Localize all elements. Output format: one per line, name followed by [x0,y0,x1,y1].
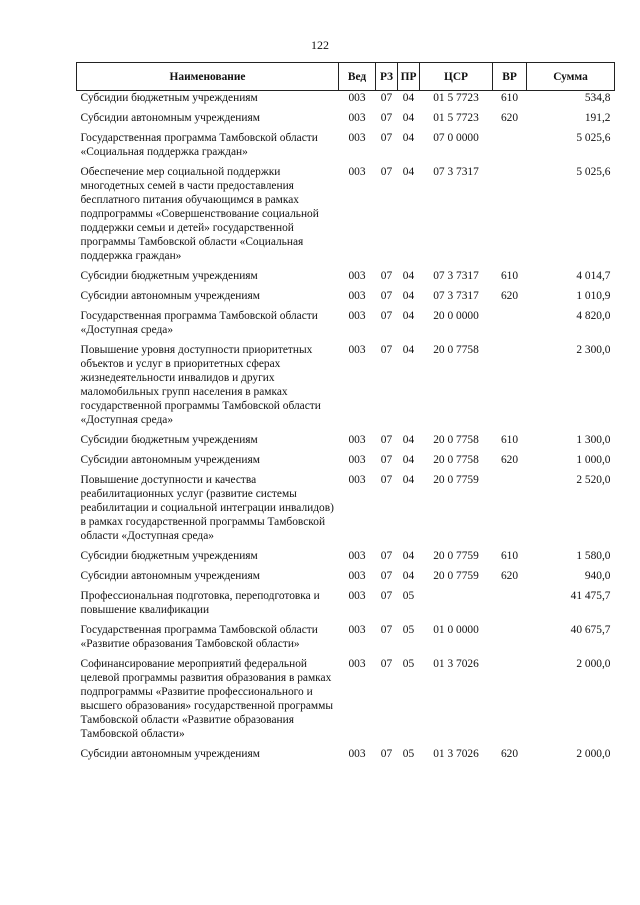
cell-ved: 003 [348,270,366,282]
cell-vr: 620 [500,290,519,302]
cell-name: Государственная программа Тамбовской области «Развитие образования Тамбовской области» [80,624,318,650]
cell-rz: 07 [380,748,393,760]
cell-name: Государственная программа Тамбовской области «Доступная среда» [80,310,318,336]
cell-pr: 05 [402,658,415,670]
cell-csr: 20 0 7759 [433,570,479,582]
cell-csr: 01 5 7723 [433,92,479,104]
table-row [77,433,615,453]
cell-csr: 20 0 7759 [433,550,479,562]
table-row [77,269,615,289]
cell-csr: 20 0 7758 [433,344,479,356]
cell-sum: 2 520,0 [576,474,611,486]
cell-ved: 003 [348,474,366,486]
cell-sum: 534,8 [584,92,611,104]
cell-name: Субсидии бюджетным учреждениям [80,550,258,562]
cell-pr: 05 [402,748,415,760]
cell-vr [493,165,527,269]
cell-name: Обеспечение мер социальной поддержки многодетных семей в части предоставления бесплатного питания обучающимся в рамках подпрограммы «Совершенствование социальной поддержки семьи и детей» государственной программы Тамбовской области «Социальная поддержка граждан» [80,166,319,262]
cell-pr: 04 [402,434,415,446]
cell-csr: 07 3 7317 [433,290,479,302]
cell-rz: 07 [380,112,393,124]
cell-rz: 07 [380,166,393,178]
header-vr: ВР [493,63,527,91]
cell-pr: 04 [402,570,415,582]
cell-vr: 610 [500,434,519,446]
table-header [77,63,615,91]
cell-sum: 2 000,0 [576,748,611,760]
table-row [77,657,615,747]
cell-pr: 04 [402,270,415,282]
cell-vr: 620 [500,748,519,760]
cell-ved: 003 [348,166,366,178]
cell-sum: 4 014,7 [576,270,611,282]
cell-name: Профессиональная подготовка, переподготовка и повышение квалификации [80,590,320,616]
table-row [77,131,615,165]
table-row [77,91,615,112]
cell-sum: 940,0 [584,570,611,582]
cell-sum: 41 475,7 [570,590,611,602]
cell-pr: 04 [402,112,415,124]
cell-csr: 20 0 0000 [433,310,479,322]
cell-pr: 04 [402,132,415,144]
cell-pr: 04 [402,344,415,356]
cell-csr: 20 0 7758 [433,454,479,466]
cell-pr: 04 [402,310,415,322]
header-rz: РЗ [376,63,398,91]
cell-rz: 07 [380,92,393,104]
budget-table [76,62,615,767]
cell-sum: 2 300,0 [576,344,611,356]
header-pr: ПР [398,63,420,91]
cell-pr: 04 [402,166,415,178]
cell-vr [493,473,527,549]
cell-rz: 07 [380,290,393,302]
cell-pr: 04 [402,474,415,486]
table-row [77,589,615,623]
cell-rz: 07 [380,434,393,446]
table-row [77,623,615,657]
cell-rz: 07 [380,570,393,582]
table-row [77,473,615,549]
table-row [77,569,615,589]
cell-csr: 20 0 7759 [433,474,479,486]
cell-ved: 003 [348,658,366,670]
header-ved: Вед [339,63,376,91]
cell-vr [493,343,527,433]
cell-csr: 01 5 7723 [433,112,479,124]
cell-rz: 07 [380,454,393,466]
cell-vr [493,623,527,657]
cell-ved: 003 [348,132,366,144]
cell-ved: 003 [348,624,366,636]
cell-ved: 003 [348,290,366,302]
table-row [77,747,615,767]
cell-pr: 04 [402,92,415,104]
cell-sum: 2 000,0 [576,658,611,670]
cell-name: Субсидии автономным учреждениям [80,112,260,124]
cell-rz: 07 [380,270,393,282]
cell-vr: 620 [500,570,519,582]
cell-rz: 07 [380,550,393,562]
cell-sum: 5 025,6 [576,132,611,144]
cell-name: Повышение доступности и качества реабилитационных услуг (развитие системы реабилитации и социальной интеграции инвалидов) в рамках государственной программы Тамбовской области «Доступная среда» [80,474,334,542]
cell-sum: 4 820,0 [576,310,611,322]
cell-rz: 07 [380,310,393,322]
cell-ved: 003 [348,310,366,322]
cell-name: Субсидии бюджетным учреждениям [80,92,258,104]
cell-vr: 610 [500,92,519,104]
table-row [77,309,615,343]
cell-pr: 04 [402,550,415,562]
cell-name: Субсидии автономным учреждениям [80,290,260,302]
cell-vr [493,131,527,165]
table-row [77,111,615,131]
cell-sum: 1 000,0 [576,454,611,466]
cell-csr: 01 3 7026 [433,658,479,670]
table-body [77,91,615,768]
cell-rz: 07 [380,658,393,670]
cell-vr: 610 [500,550,519,562]
cell-pr: 05 [402,590,415,602]
cell-vr [493,589,527,623]
cell-rz: 07 [380,132,393,144]
cell-name: Субсидии бюджетным учреждениям [80,270,258,282]
cell-sum: 5 025,6 [576,166,611,178]
cell-rz: 07 [380,474,393,486]
table-row [77,549,615,569]
cell-csr: 07 0 0000 [433,132,479,144]
cell-rz: 07 [380,344,393,356]
cell-name: Софинансирование мероприятий федеральной целевой программы развития образования в рамках подпрограммы «Развитие профессионального и высшего образования» государственной программы Тамбовской области «Развитие образования Тамбовской области» [80,658,333,740]
cell-csr: 01 3 7026 [433,748,479,760]
cell-name: Государственная программа Тамбовской области «Социальная поддержка граждан» [80,132,318,158]
cell-vr [493,309,527,343]
cell-ved: 003 [348,570,366,582]
cell-ved: 003 [348,550,366,562]
cell-rz: 07 [380,624,393,636]
page-number: 122 [311,38,329,52]
cell-vr: 620 [500,454,519,466]
cell-name: Субсидии бюджетным учреждениям [80,434,258,446]
cell-csr [420,589,493,623]
header-name: Наименование [77,63,339,91]
cell-ved: 003 [348,454,366,466]
cell-csr: 07 3 7317 [433,270,479,282]
cell-sum: 1 300,0 [576,434,611,446]
table-row [77,165,615,269]
cell-name: Субсидии автономным учреждениям [80,454,260,466]
cell-csr: 01 0 0000 [433,624,479,636]
cell-pr: 05 [402,624,415,636]
cell-name: Субсидии автономным учреждениям [80,748,260,760]
cell-vr: 620 [500,112,519,124]
cell-ved: 003 [348,92,366,104]
cell-rz: 07 [380,590,393,602]
cell-ved: 003 [348,344,366,356]
cell-ved: 003 [348,748,366,760]
cell-ved: 003 [348,590,366,602]
cell-name: Повышение уровня доступности приоритетных объектов и услуг в приоритетных сферах жизнедеятельности инвалидов и других маломобильных групп населения в рамках государственной программы Тамбовской области «Доступная среда» [80,344,321,426]
table-row [77,289,615,309]
cell-sum: 191,2 [584,112,611,124]
cell-sum: 1 580,0 [576,550,611,562]
table-row [77,453,615,473]
header-sum: Сумма [527,63,615,91]
cell-pr: 04 [402,290,415,302]
table-row [77,343,615,433]
cell-ved: 003 [348,434,366,446]
cell-vr: 610 [500,270,519,282]
cell-sum: 1 010,9 [576,290,611,302]
cell-csr: 20 0 7758 [433,434,479,446]
cell-name: Субсидии автономным учреждениям [80,570,260,582]
cell-sum: 40 675,7 [570,624,611,636]
cell-pr: 04 [402,454,415,466]
cell-vr [493,657,527,747]
header-csr: ЦСР [420,63,493,91]
cell-ved: 003 [348,112,366,124]
cell-csr: 07 3 7317 [433,166,479,178]
